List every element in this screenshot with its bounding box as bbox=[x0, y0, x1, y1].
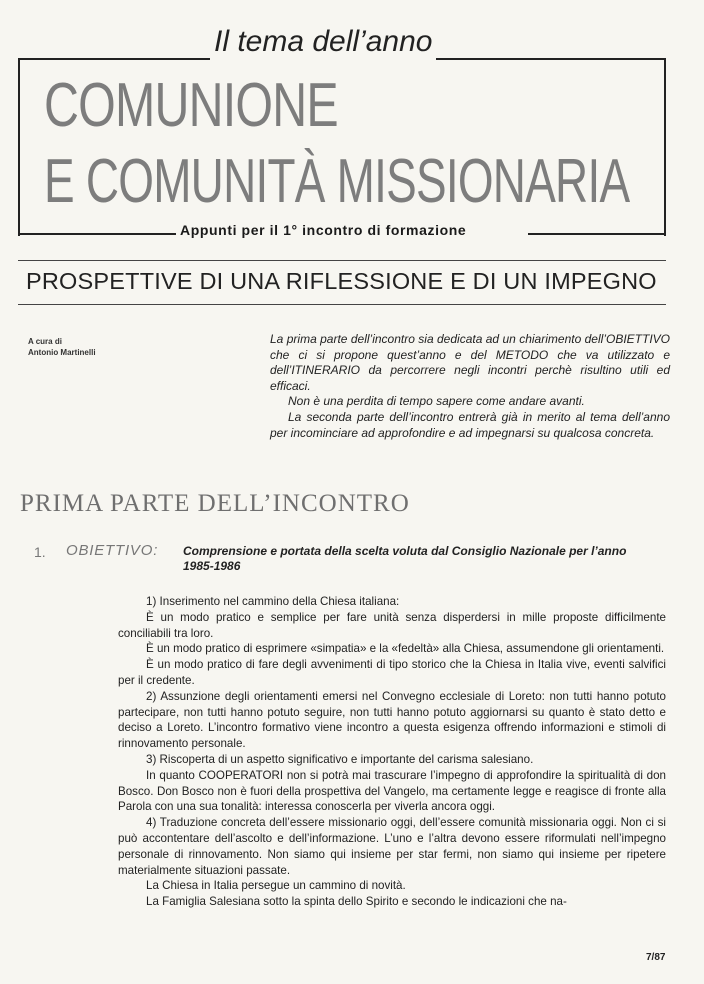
body-paragraph: È un modo pratico di fare degli avvenimenti di tipo storico che la Chiesa in Italia vive, eventi salvifici per il credente. bbox=[118, 658, 666, 687]
main-title-line2: E COMUNITÀ MISSIONARIA bbox=[44, 147, 630, 216]
intro-paragraph: La seconda parte dell’incontro entrerà già in merito al tema dell’anno per incominciare ad approfondire e ad impegnarsi su qualcosa concreta. bbox=[270, 409, 670, 440]
objective-description: Comprensione e portata della scelta voluta dal Consiglio Nazionale per l’anno 1985-1986 bbox=[183, 544, 627, 573]
credit-label: A cura di bbox=[28, 337, 62, 346]
body-paragraph: 2) Assunzione degli orientamenti emersi nel Convegno ecclesiale di Loreto: non tutti hanno potuto partecipare, non tutti hanno potuto seguire, non tutti hanno potuto aggiornarsi su quanto è stato detto e deciso a Loreto. L’incontro formativo viene incontro a questa esigenza offrendo informazioni e stimoli di rinnovamento personale. bbox=[118, 689, 666, 751]
section-rule-top bbox=[18, 260, 666, 261]
page-number: 7/87 bbox=[646, 952, 666, 963]
subtitle: Appunti per il 1° incontro di formazione bbox=[176, 222, 470, 238]
body-paragraph: 1) Inserimento nel cammino della Chiesa italiana: bbox=[146, 595, 400, 608]
credit bbox=[28, 336, 96, 358]
body-paragraph: La Famiglia Salesiana sotto la spinta dello Spirito e secondo le indicazioni che na- bbox=[146, 895, 567, 909]
objective-label: OBIETTIVO: bbox=[66, 542, 159, 559]
body-paragraph: In quanto COOPERATORI non si potrà mai trascurare l’impegno di approfondire la spiritualità di don Bosco. Don Bosco non è fuori della prospettiva del Vangelo, ma certamente legge e reagisce di fronte alla Parola con una sua tonalità: interessa conoscerla per viverla ancora oggi. bbox=[118, 768, 666, 814]
intro-paragraph: Non è una perdita di tempo sapere come andare avanti. bbox=[288, 394, 585, 409]
body-paragraph: 3) Riscoperta di un aspetto significativo e importante del carisma salesiano. bbox=[146, 752, 534, 766]
body-paragraph: È un modo pratico e semplice per fare unità senza disperdersi in mille proposte difficilmente conciliabili tra loro. bbox=[118, 610, 666, 640]
credit-author: Antonio Martinelli bbox=[28, 348, 96, 357]
body-text bbox=[118, 594, 666, 910]
section-rule-bottom bbox=[18, 304, 666, 305]
body-paragraph: È un modo pratico di esprimere «simpatia» e la «fedeltà» alla Chiesa, assumendone gli orientamenti. bbox=[146, 642, 665, 656]
intro-paragraph: La prima parte dell’incontro sia dedicata ad un chiarimento dell’OBIETTIVO che ci si propone quest’anno e del METODO che va utilizzato e dell’ITINERARIO da percorrere negli incontri perchè risultino utili ed efficaci. bbox=[270, 332, 670, 393]
part-title: PRIMA PARTE DELL’INCONTRO bbox=[20, 490, 410, 517]
body-paragraph: La Chiesa in Italia persegue un cammino di novità. bbox=[146, 879, 406, 893]
tema-title: Il tema dell’anno bbox=[210, 22, 436, 62]
objective-number: 1. bbox=[34, 544, 46, 560]
intro-text bbox=[270, 332, 670, 441]
section-title: PROSPETTIVE DI UNA RIFLESSIONE E DI UN IMPEGNO bbox=[26, 268, 657, 294]
main-title-line1: COMUNIONE bbox=[44, 71, 338, 140]
body-paragraph: 4) Traduzione concreta dell’essere missionario oggi, dell’essere comunità missionaria oggi. Non ci si può accontentare dell’ascolto e dell’informazione. L’uno e l’altra devono essere riformulati nell’impegno personale di rinnovamento. Non siamo qui insieme per star fermi, non siamo qui insieme per ripetere materialmente situazioni passate. bbox=[118, 816, 666, 877]
